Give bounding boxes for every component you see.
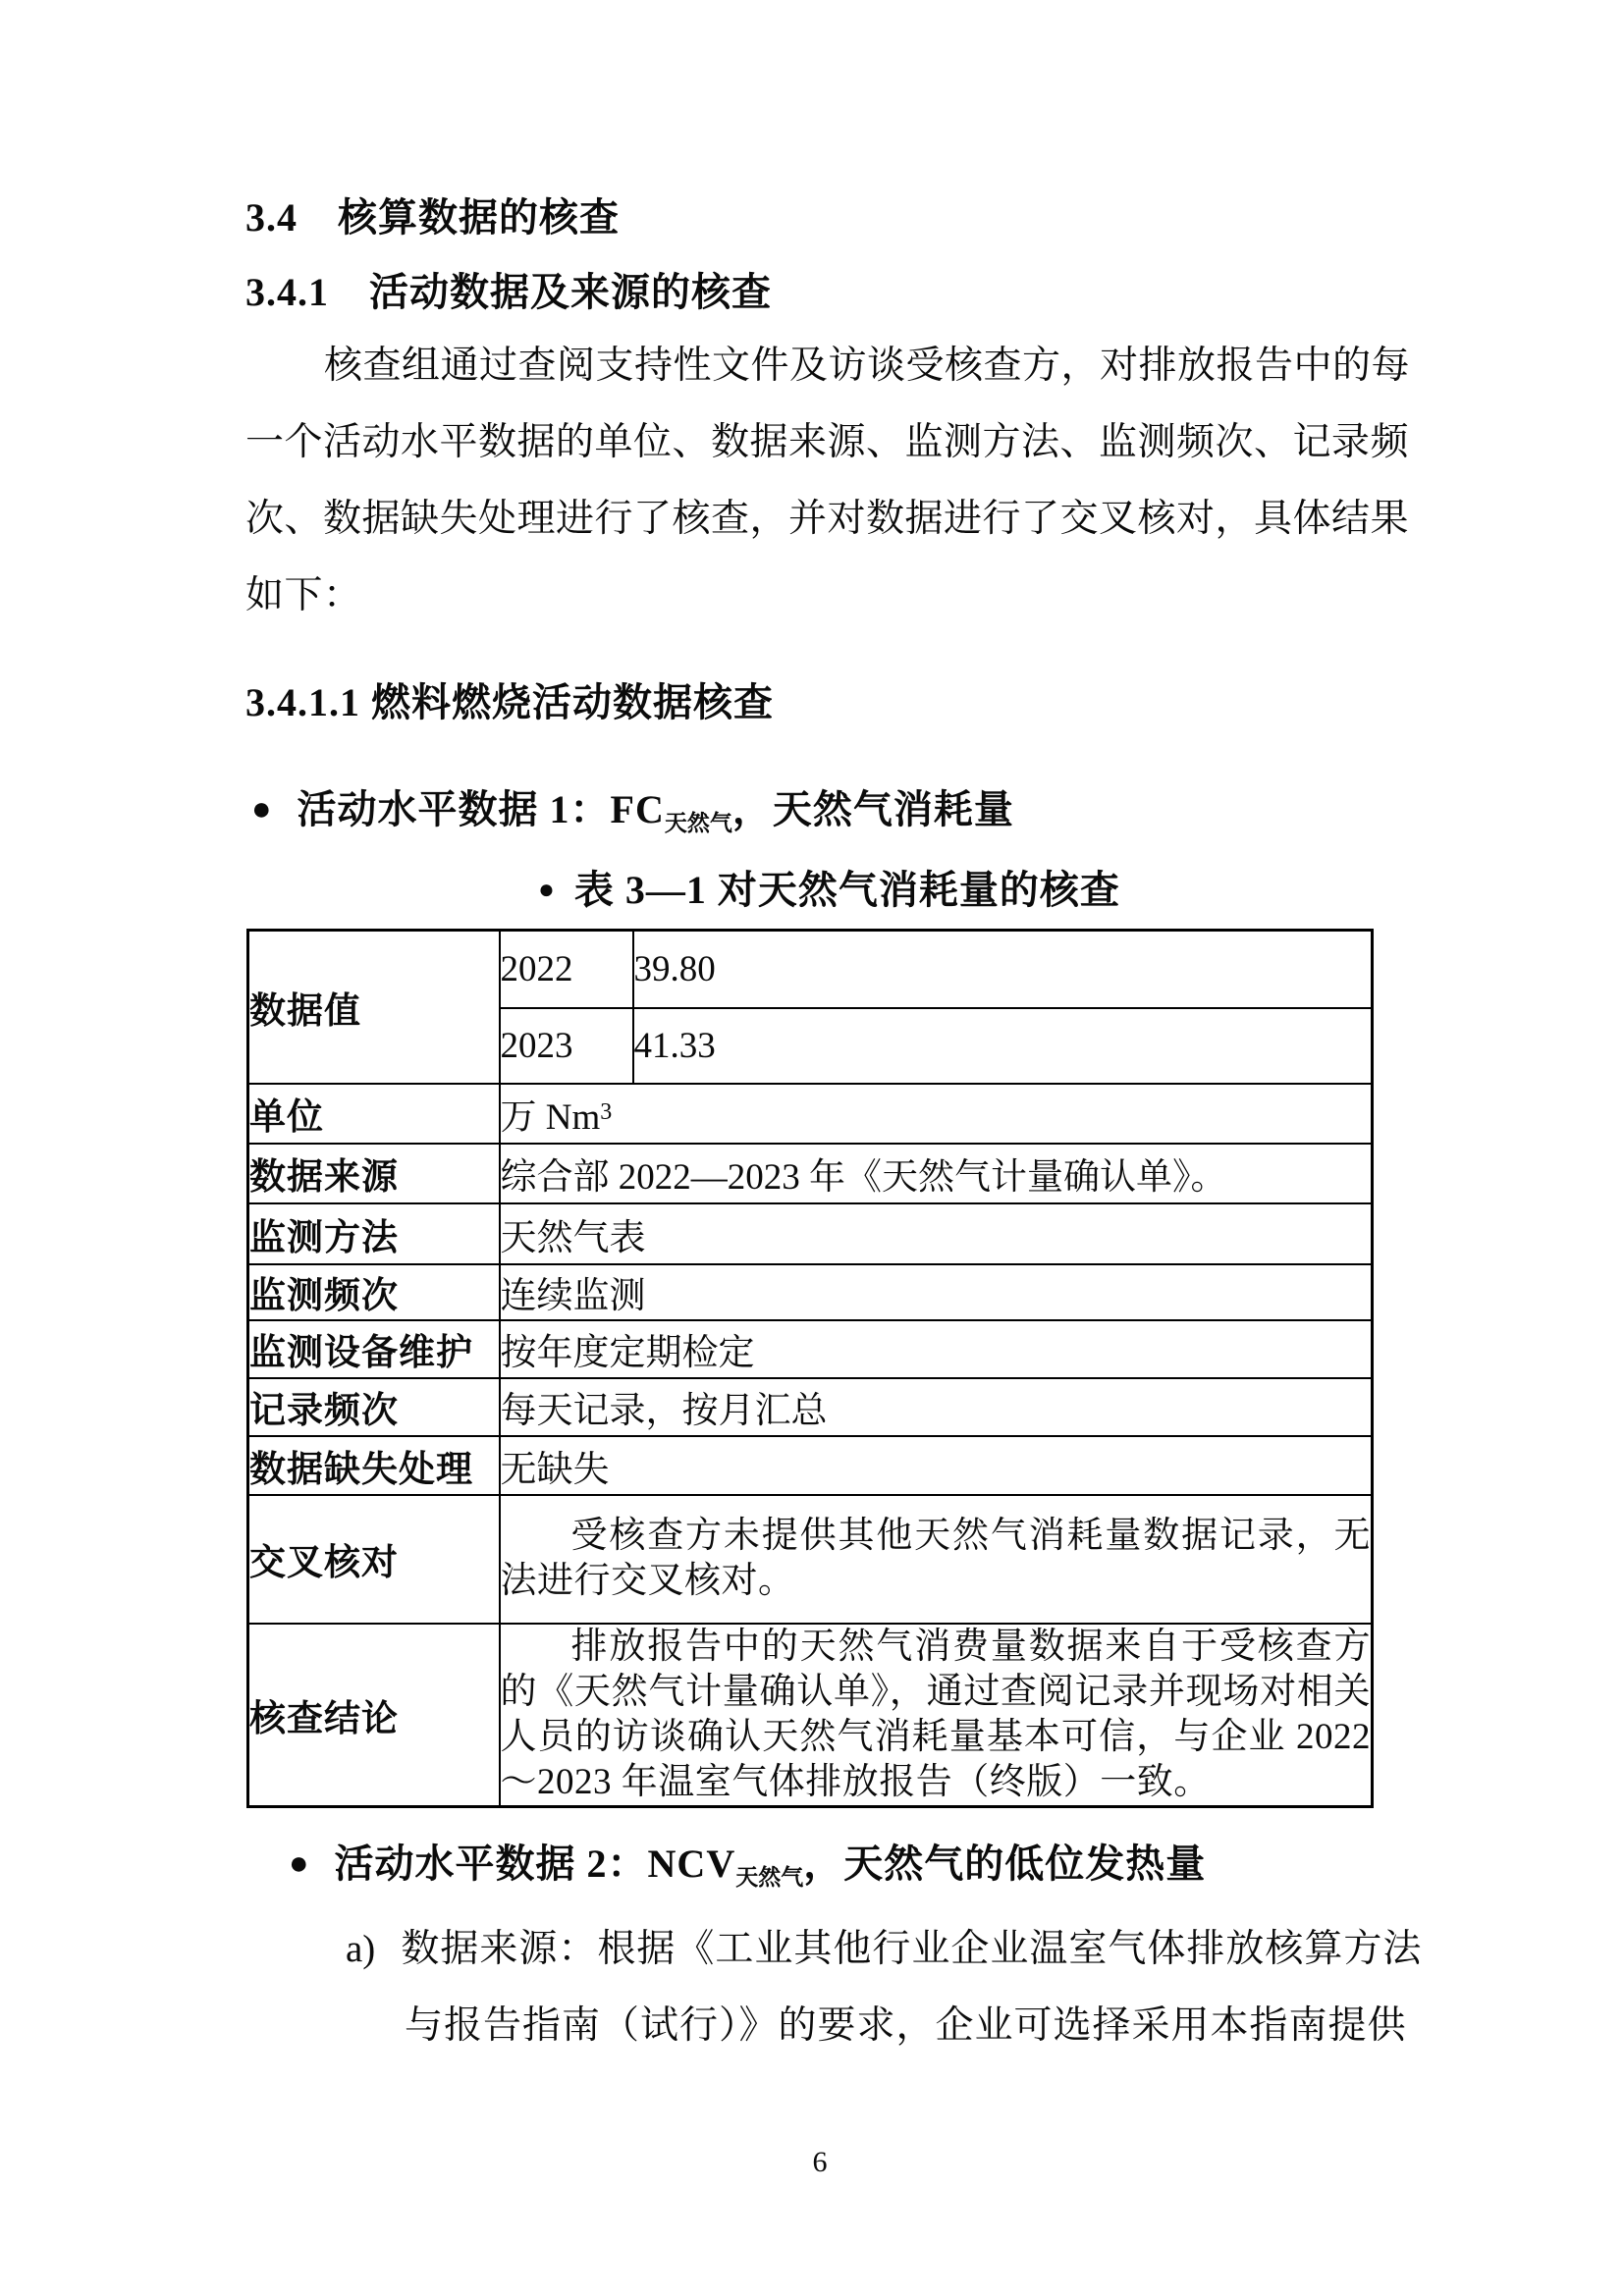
row-label-record-frequency: 记录频次 [248,1378,500,1436]
page-number: 6 [812,2146,828,2178]
table-caption [538,866,1120,915]
row-label-conclusion: 核查结论 [248,1624,500,1807]
heading-3-4: 3.4 核算数据的核查 [245,195,620,240]
heading-3-4-1: 3.4.1 活动数据及来源的核查 [245,270,772,314]
activity-data-2-label: 活动水平数据 2：$NCV_{天然气}$，天然气的低位发热量 [334,1842,1207,1890]
table-row [248,1624,1373,1807]
value-cell: 无缺失 [500,1436,1373,1495]
list-item-a-marker: a) [346,1928,376,1970]
row-label-monitoring-method: 监测方法 [248,1203,500,1264]
value-cell: 39.80 [633,931,1373,1008]
paragraph-line: 如下： [245,574,362,616]
activity-data-1-item [251,785,1014,848]
value-cell: 连续监测 [500,1264,1373,1320]
verification-table [246,929,1374,1808]
fc-subscript: 天然气 [664,811,732,835]
list-item-a: a) 数据来源：根据《工业其他行业企业温室气体排放核算方法 [346,1928,1423,1970]
row-label-data-value: 数据值 [248,931,500,1084]
paragraph-line: 一个活动水平数据的单位、数据来源、监测方法、监测频次、记录频 [245,421,1410,463]
row-label-monitoring-frequency: 监测频次 [248,1264,500,1320]
row-label-cross-check: 交叉核对 [248,1495,500,1624]
conclusion-cell: 排放报告中的天然气消费量数据来自于受核查方的《天然气计量确认单》，通过查阅记录并现场对相关人员的访谈确认天然气消耗量基本可信，与企业 2022～2023 年温室气体排放报告（终版）一致。 [500,1624,1373,1807]
superscript-3: 3 [600,1099,613,1125]
table-caption-text: 表 3—1 对天然气消耗量的核查 [573,868,1120,912]
table-row [248,1378,1373,1436]
ncv-subscript: 天然气 [735,1865,804,1890]
row-label-data-source: 数据来源 [248,1144,500,1203]
value-cell: 综合部 2022—2023 年《天然气计量确认单》。 [500,1144,1373,1203]
value-cell: 41.33 [633,1008,1373,1084]
row-label-unit: 单位 [248,1084,500,1144]
table-row [248,1436,1373,1495]
value-cell: 天然气表 [500,1203,1373,1264]
bullet-icon: ● [289,1845,309,1882]
bullet-icon: ● [538,875,555,905]
paragraph-line: 核查组通过查阅支持性文件及访谈受核查方，对排放报告中的每 [324,345,1411,387]
value-cell: 每天记录，按月汇总 [500,1378,1373,1436]
paragraph-line: 次、数据缺失处理进行了核查，并对数据进行了交叉核对，具体结果 [245,498,1410,540]
row-label-equipment-maintenance: 监测设备维护 [248,1320,500,1378]
value-cell: 按年度定期检定 [500,1320,1373,1378]
table-row [248,1084,1373,1144]
activity-data-2-item [289,1840,1206,1902]
heading-3-4-1-1: 3.4.1.1 燃料燃烧活动数据核查 [245,680,774,724]
year-cell: 2023 [500,1008,633,1084]
bullet-icon: ● [251,791,272,828]
table-row [248,1144,1373,1203]
table-row [248,1203,1373,1264]
table-row [248,1495,1373,1624]
unit-cell: 万 Nm$^3$ [500,1084,1373,1144]
row-label-missing-data: 数据缺失处理 [248,1436,500,1495]
activity-data-1-label: 活动水平数据 1：$FC_{天然气}$，天然气消耗量 [297,787,1014,835]
year-cell: 2022 [500,931,633,1008]
list-item-a-continuation: 与报告指南（试行）》的要求，企业可选择采用本指南提供 [405,2004,1407,2047]
table-row [248,1264,1373,1320]
table-row [248,1320,1373,1378]
cross-check-cell: 受核查方未提供其他天然气消耗量数据记录，无法进行交叉核对。 [500,1495,1373,1624]
table-row [248,931,1373,1008]
